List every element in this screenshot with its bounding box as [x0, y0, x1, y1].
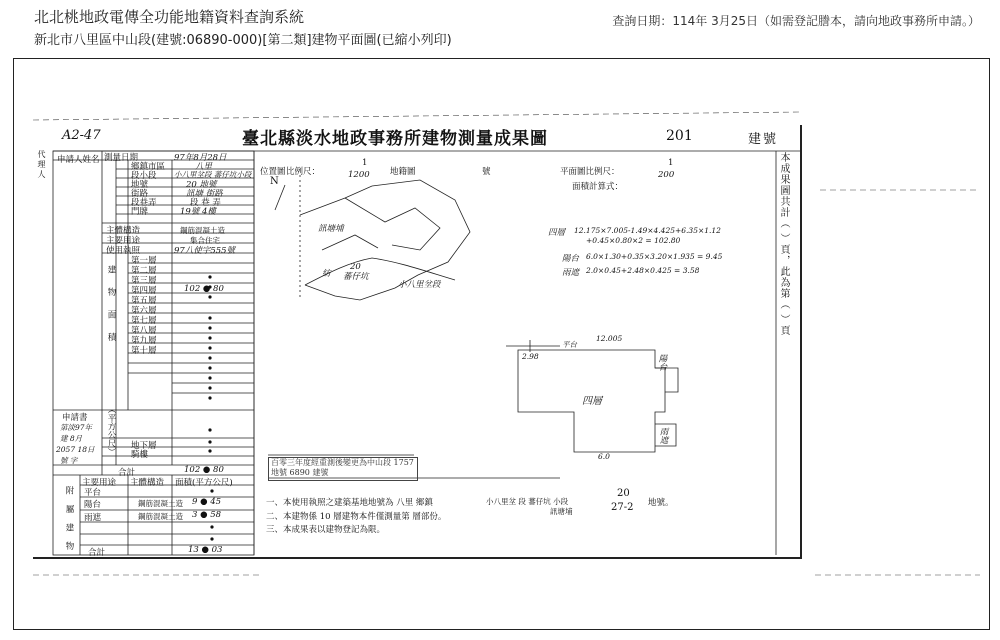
- cadastral-number-label: 號: [482, 167, 491, 177]
- location-map-label: 位置圖: [260, 167, 286, 177]
- total-label: 合計: [118, 468, 136, 478]
- area-formula-label: 面積計算式：: [572, 182, 624, 192]
- annex-struct: 鋼筋混凝土造: [138, 512, 183, 521]
- north-arrow: N: [270, 176, 279, 187]
- floor-label: 第五層: [131, 296, 157, 306]
- floor-label: 第三層: [131, 276, 157, 286]
- annex-header-area: 面積(平方公尺): [175, 478, 233, 488]
- annex-header-struct: 主體構造: [130, 478, 165, 488]
- row-label-district: 鄉鎮市區: [131, 162, 166, 172]
- plan-scale-label: 平面圖比例尺：: [560, 167, 620, 177]
- plan-dim: 6.0: [598, 452, 610, 461]
- annex-area: 9 ● 45: [192, 497, 222, 507]
- usage-value: 集合住宅: [190, 236, 220, 245]
- unit-label: （平方公尺）: [106, 405, 116, 456]
- row-value-district: 八里: [195, 162, 213, 172]
- calc-balcony: 6.0×1.30+0.35×3.20×1.935 = 9.45: [586, 252, 723, 261]
- calc-eave-label: 雨遮: [562, 268, 580, 278]
- plan-scale-den: 200: [658, 170, 675, 180]
- plan-dim: 2.98: [522, 352, 539, 361]
- row-label-lane: 段巷弄: [131, 198, 157, 208]
- doc-type: 建號: [748, 132, 779, 147]
- structure-value: 鋼筋混凝土造: [180, 226, 225, 235]
- plan-dim: 雨遮: [658, 427, 668, 444]
- receipt-label: 申請書: [62, 413, 88, 423]
- calc-floor-line2: +0.45×0.80×2 = 102.80: [586, 236, 681, 245]
- location-scale-num: 1: [362, 158, 368, 168]
- location-scale-label: 比例尺：: [286, 167, 321, 177]
- system-title: 北北桃地政電傳全功能地籍資料查詢系統: [34, 8, 305, 26]
- row-label-lot: 地號: [131, 180, 149, 190]
- plan-dim: 平台: [562, 340, 577, 349]
- row-label-section: 段小段: [131, 171, 157, 181]
- plan-floor-label: 四層: [582, 396, 602, 407]
- row-value-lane: 段 巷 弄: [190, 198, 221, 208]
- usage-label: 主要用途: [106, 236, 141, 246]
- annex-use: 平台: [84, 488, 102, 498]
- footnote-line1-b: 小八里坌 段 蕃仔坑 小段: [486, 497, 569, 506]
- annex-total-value: 13 ● 03: [188, 545, 223, 555]
- plan-dim: 陽台: [657, 354, 667, 371]
- receipt-line: 第淡97年: [60, 423, 93, 432]
- doc-number: 201: [666, 128, 693, 144]
- footnote-line2: 二、本建物係 10 層建物本件僅測量第 層部份。: [266, 512, 447, 522]
- annex-side-label: 附屬建物: [64, 486, 74, 560]
- basement-label: 地下層: [131, 441, 157, 451]
- permit-value: 97八使字555號: [174, 246, 236, 256]
- annex-use: 陽台: [84, 500, 102, 510]
- plan-dim: 12.005: [596, 334, 623, 343]
- floor-label: 第八層: [131, 326, 157, 336]
- map-label: 蕃仔坑: [343, 272, 369, 282]
- calc-eave: 2.0×0.45+2.48×0.425 = 3.58: [586, 266, 700, 275]
- footnote-line1-sub: 27-2: [611, 502, 634, 513]
- receipt-line: 建 8月: [60, 434, 83, 443]
- floor-label: 第二層: [131, 266, 157, 276]
- location-scale-den: 1200: [348, 170, 370, 180]
- doc-title: 臺北縣淡水地政事務所建物測量成果圖: [242, 129, 548, 149]
- document-subtitle: 新北市八里區中山段(建號:06890-000)[第二類]建物平面圖(已縮小列印): [34, 33, 452, 48]
- map-label: 小八里坌段: [398, 280, 441, 290]
- annex-area: 3 ● 58: [192, 510, 222, 520]
- map-label: 紡: [322, 269, 331, 279]
- floor-label: 第一層: [131, 256, 157, 266]
- map-label: 20: [350, 262, 361, 272]
- fourth-floor-area: 102 ● 80: [184, 284, 224, 294]
- row-value-door: 19號 4樓: [180, 207, 216, 217]
- floor-label: 第四層: [131, 286, 157, 296]
- pavilion-label: 騎樓: [131, 450, 149, 460]
- footnote-line1-num: 20: [617, 488, 630, 499]
- calc-floor-label: 四層: [548, 228, 566, 238]
- receipt-line: 號 字: [60, 456, 78, 465]
- annex-use: 雨遮: [84, 513, 102, 523]
- floor-label: 第七層: [131, 316, 157, 326]
- row-label-street: 街路: [131, 189, 149, 199]
- row-value-lot: 20 地號: [186, 180, 217, 190]
- calc-floor-line1: 12.175×7.005-1.49×4.425+6.35×1.12: [574, 226, 721, 235]
- floor-label: 第九層: [131, 336, 157, 346]
- footnote-line1-a: 一、本使用執照之建築基地地號為 八里 鄉鎮: [266, 498, 433, 508]
- revision-stamp: 百零三年度經重測後變更為中山段 1757 地號 6890 建號: [268, 457, 418, 481]
- margin-mark: 代理人: [37, 150, 46, 180]
- map-label: 訊塘埔: [318, 224, 344, 234]
- survey-date-value: 97年8月28日: [174, 153, 227, 163]
- annex-total-label: 合計: [88, 548, 106, 558]
- survey-date-label: 測量日期: [104, 153, 139, 163]
- annex-struct: 鋼筋混凝土造: [138, 499, 183, 508]
- page-count-note: 本成果圖共計（ ）頁，此為第（ ）頁: [778, 152, 789, 337]
- plan-scale-num: 1: [668, 158, 674, 168]
- footnote-line1-c: 地號。: [648, 498, 674, 508]
- footnote-line3: 三、本成果表以建物登記為限。: [266, 525, 386, 535]
- calc-balcony-label: 陽台: [562, 254, 580, 264]
- total-value: 102 ● 80: [184, 465, 224, 475]
- floor-label: 第十層: [131, 346, 157, 356]
- footnote-line1-place: 訊塘埔: [550, 507, 573, 516]
- row-value-street: 訊塘 街路: [186, 189, 223, 199]
- receipt-line: 2057 18日: [56, 445, 95, 454]
- row-label-door: 門牌: [131, 207, 149, 217]
- row-value-section: 小八里坌段 蕃仔坑小段: [174, 170, 252, 179]
- permit-label: 使用執照: [106, 246, 141, 256]
- query-date: 查詢日期：114年 3月25日（如需登記謄本，請向地政事務所申請。）: [612, 14, 980, 28]
- cadastral-label: 地籍圖: [390, 167, 416, 177]
- annex-header-use: 主要用途: [82, 478, 117, 488]
- floor-label: 第六層: [131, 306, 157, 316]
- doc-handwritten-code: A2-47: [62, 128, 101, 143]
- structure-label: 主體構造: [106, 226, 141, 236]
- building-area-side-label: 建物面積: [106, 265, 116, 355]
- applicant-label: 申請人姓名: [57, 155, 100, 165]
